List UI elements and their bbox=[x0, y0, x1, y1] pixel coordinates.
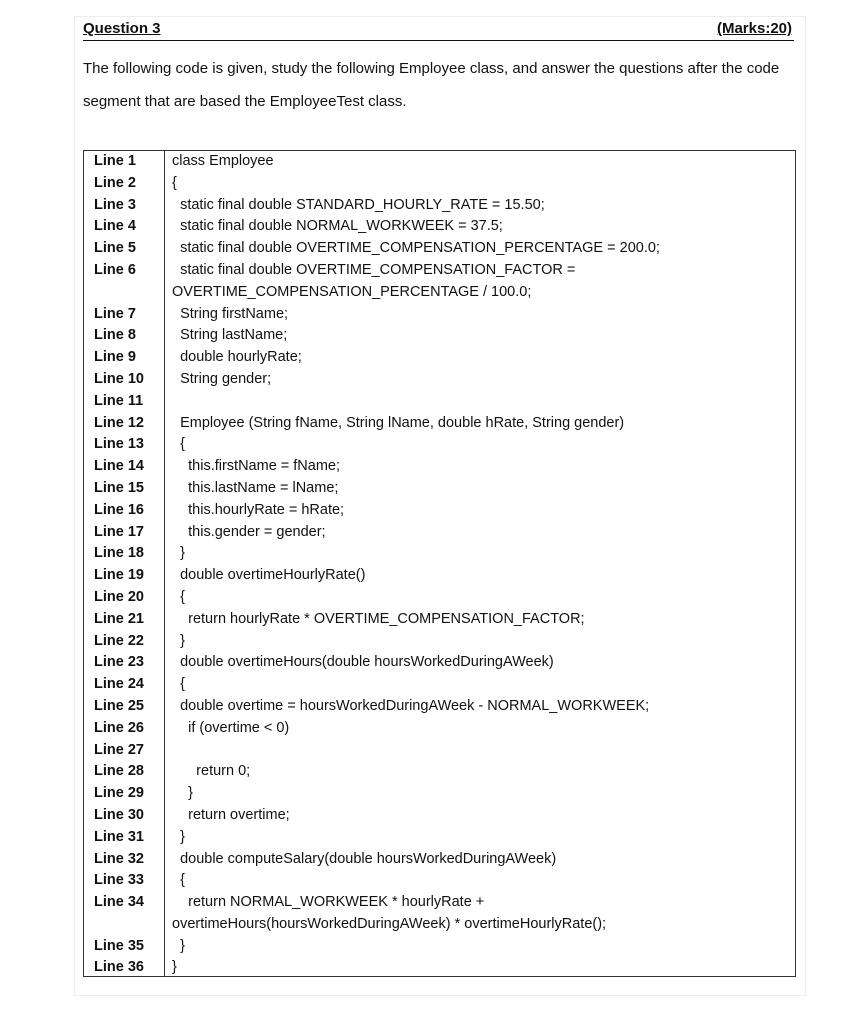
code-text: String firstName; bbox=[172, 305, 289, 322]
code-listing-table bbox=[83, 150, 796, 977]
question-title: Question 3 bbox=[83, 20, 161, 37]
code-row bbox=[84, 522, 795, 544]
code-text: } bbox=[172, 632, 185, 649]
code-row bbox=[84, 543, 795, 565]
line-number: Line 31 bbox=[94, 828, 144, 845]
line-number: Line 27 bbox=[94, 741, 144, 758]
line-number: Line 28 bbox=[94, 763, 144, 780]
line-number: Line 19 bbox=[94, 567, 144, 584]
code-text: static final double OVERTIME_COMPENSATION_FACTOR = OVERTIME_COMPENSATION_PERCENTAGE / 100.0; bbox=[172, 261, 576, 300]
code-text: double overtimeHours(double hoursWorkedDuringAWeek) bbox=[172, 654, 554, 671]
line-number: Line 26 bbox=[94, 719, 144, 736]
code-row bbox=[84, 870, 795, 892]
line-number: Line 15 bbox=[94, 479, 144, 496]
line-number: Line 29 bbox=[94, 785, 144, 802]
code-text: { bbox=[172, 676, 185, 693]
line-number: Line 7 bbox=[94, 305, 136, 322]
line-number: Line 17 bbox=[94, 523, 144, 540]
code-row bbox=[84, 718, 795, 740]
line-number: Line 5 bbox=[94, 240, 136, 257]
line-number: Line 1 bbox=[94, 153, 136, 169]
code-row bbox=[84, 238, 795, 260]
code-row bbox=[84, 827, 795, 849]
line-number: Line 22 bbox=[94, 632, 144, 649]
code-row bbox=[84, 304, 795, 326]
line-number: Line 14 bbox=[94, 458, 144, 475]
code-text: static final double NORMAL_WORKWEEK = 37.5; bbox=[172, 218, 503, 235]
line-number: Line 3 bbox=[94, 196, 136, 213]
line-number: Line 13 bbox=[94, 436, 144, 453]
code-text bbox=[164, 391, 795, 413]
line-number: Line 18 bbox=[94, 545, 144, 562]
line-number: Line 20 bbox=[94, 588, 144, 605]
code-text: double hourlyRate; bbox=[172, 349, 302, 366]
question-marks: (Marks:20) bbox=[716, 20, 792, 37]
code-row bbox=[84, 260, 795, 304]
code-row bbox=[84, 783, 795, 805]
code-text: this.firstName = fName; bbox=[172, 458, 341, 475]
code-rows bbox=[84, 151, 795, 979]
code-row bbox=[84, 587, 795, 609]
code-row bbox=[84, 761, 795, 783]
line-number: Line 32 bbox=[94, 850, 144, 867]
code-text: { bbox=[172, 872, 185, 889]
code-row bbox=[84, 652, 795, 674]
code-row bbox=[84, 936, 795, 958]
code-text: String lastName; bbox=[172, 327, 288, 344]
code-text: { bbox=[172, 588, 185, 605]
code-text: this.gender = gender; bbox=[172, 523, 326, 540]
line-number: Line 25 bbox=[94, 697, 144, 714]
code-row bbox=[84, 478, 795, 500]
code-text: { bbox=[172, 174, 177, 191]
code-row bbox=[84, 849, 795, 871]
line-number: Line 34 bbox=[94, 894, 144, 911]
question-header bbox=[83, 18, 794, 41]
code-text: double overtime = hoursWorkedDuringAWeek - NORMAL_WORKWEEK; bbox=[172, 697, 650, 714]
code-row bbox=[84, 957, 795, 979]
code-row bbox=[84, 696, 795, 718]
code-row bbox=[84, 347, 795, 369]
code-text: { bbox=[172, 436, 185, 453]
line-number: Line 21 bbox=[94, 610, 144, 627]
line-number: Line 24 bbox=[94, 676, 144, 693]
code-row bbox=[84, 391, 795, 413]
code-row bbox=[84, 413, 795, 435]
code-row bbox=[84, 434, 795, 456]
code-text: this.lastName = lName; bbox=[172, 479, 339, 496]
code-text: return hourlyRate * OVERTIME_COMPENSATION_FACTOR; bbox=[172, 610, 585, 627]
line-number: Line 33 bbox=[94, 872, 144, 889]
code-text: String gender; bbox=[172, 370, 272, 387]
code-text: static final double OVERTIME_COMPENSATION_PERCENTAGE = 200.0; bbox=[172, 240, 660, 257]
code-row bbox=[84, 674, 795, 696]
line-number: Line 8 bbox=[94, 327, 136, 344]
line-number: Line 16 bbox=[94, 501, 144, 518]
code-text: double computeSalary(double hoursWorkedDuringAWeek) bbox=[172, 850, 557, 867]
code-text: } bbox=[172, 959, 177, 976]
code-row bbox=[84, 369, 795, 391]
code-row bbox=[84, 216, 795, 238]
code-text: return NORMAL_WORKWEEK * hourlyRate + overtimeHours(hoursWorkedDuringAWeek) * overtimeHourlyRate(); bbox=[172, 894, 607, 932]
code-text: Employee (String fName, String lName, double hRate, String gender) bbox=[172, 414, 625, 431]
line-number: Line 9 bbox=[94, 349, 136, 366]
code-row bbox=[84, 565, 795, 587]
code-text: this.hourlyRate = hRate; bbox=[172, 501, 345, 518]
code-text: } bbox=[172, 828, 185, 845]
code-row bbox=[84, 325, 795, 347]
line-number: Line 30 bbox=[94, 806, 144, 823]
line-number: Line 11 bbox=[94, 392, 144, 409]
line-number: Line 35 bbox=[94, 937, 144, 954]
code-row bbox=[84, 151, 795, 173]
code-text: } bbox=[172, 785, 193, 802]
code-text: class Employee bbox=[172, 153, 274, 169]
code-row bbox=[84, 805, 795, 827]
code-row bbox=[84, 740, 795, 762]
line-number: Line 2 bbox=[94, 174, 136, 191]
code-row bbox=[84, 631, 795, 653]
code-text bbox=[164, 740, 795, 762]
code-text: double overtimeHourlyRate() bbox=[172, 567, 366, 584]
code-text: return overtime; bbox=[172, 806, 290, 823]
code-row bbox=[84, 456, 795, 478]
line-number: Line 10 bbox=[94, 370, 144, 387]
code-text: } bbox=[172, 937, 185, 954]
code-row bbox=[84, 500, 795, 522]
line-number: Line 12 bbox=[94, 414, 144, 431]
code-text: if (overtime < 0) bbox=[172, 719, 290, 736]
code-row bbox=[84, 609, 795, 631]
code-text: } bbox=[172, 545, 185, 562]
line-number: Line 6 bbox=[94, 261, 136, 278]
line-number: Line 23 bbox=[94, 654, 144, 671]
code-text: return 0; bbox=[172, 763, 251, 780]
code-row bbox=[84, 195, 795, 217]
code-text: static final double STANDARD_HOURLY_RATE = 15.50; bbox=[172, 196, 545, 213]
code-row bbox=[84, 892, 795, 936]
question-intro: The following code is given, study the following Employee class, and answer the questions after the code segment that are based the EmployeeTest class. bbox=[83, 60, 780, 110]
code-row bbox=[84, 173, 795, 195]
line-number: Line 36 bbox=[94, 959, 144, 976]
line-number: Line 4 bbox=[94, 218, 136, 235]
